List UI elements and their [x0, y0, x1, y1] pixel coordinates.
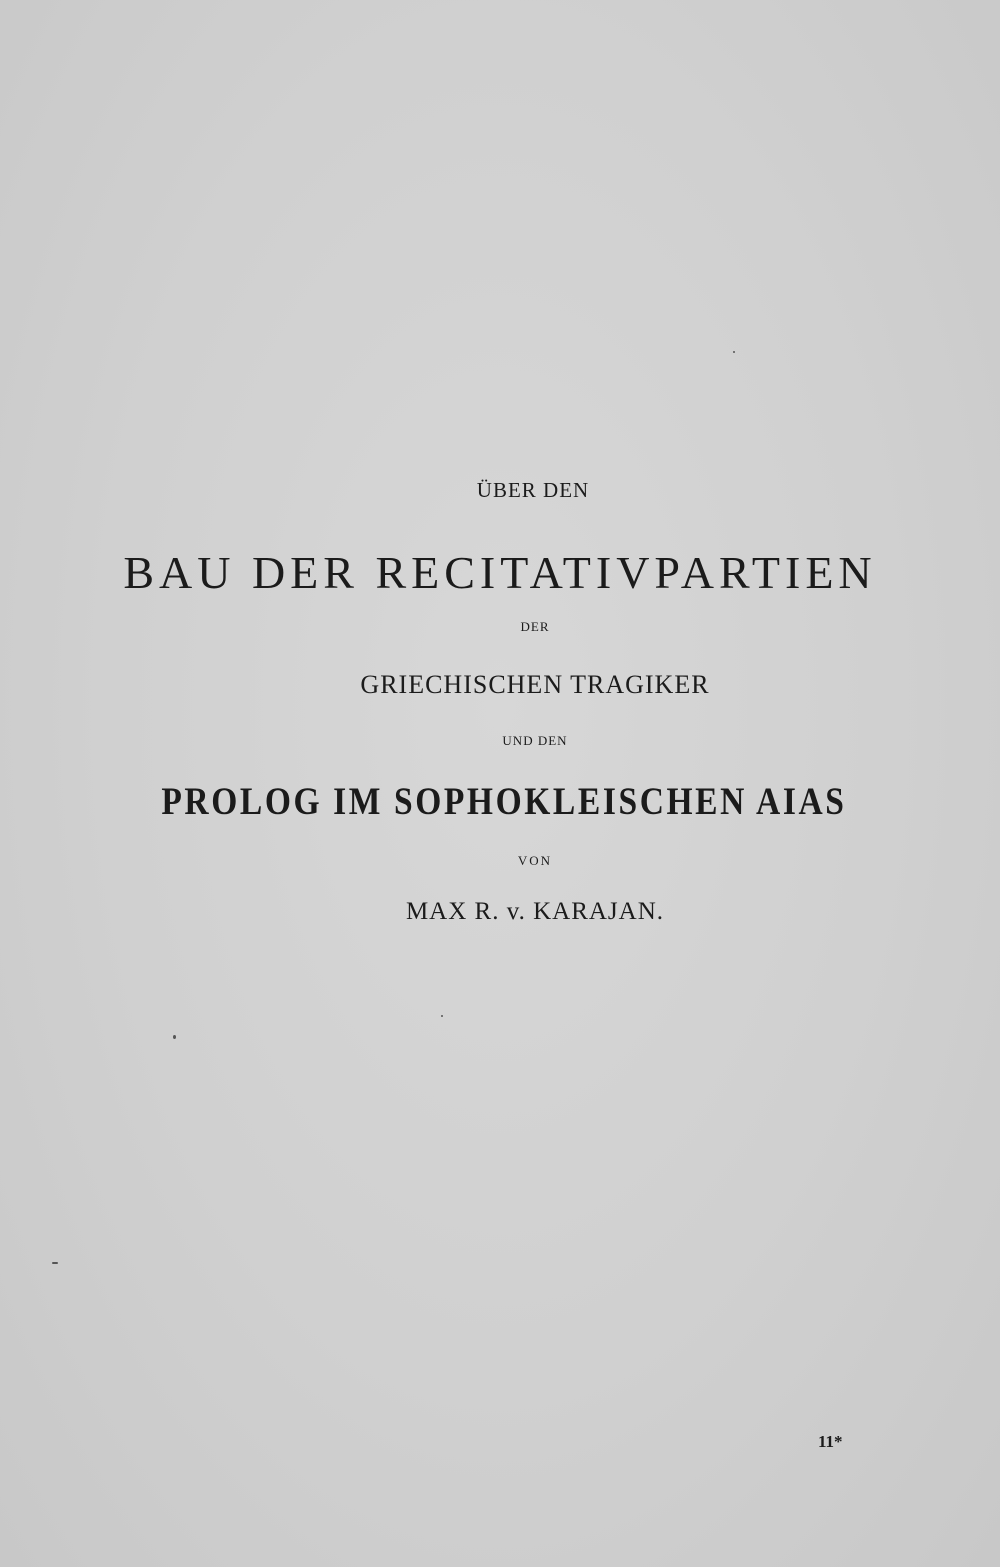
main-title: BAU DER RECITATIVPARTIEN	[123, 547, 877, 598]
page-number: 11*	[818, 1432, 843, 1451]
author-name: MAX R. v. KARAJAN.	[405, 898, 665, 925]
print-speck	[441, 1015, 443, 1017]
second-title: PROLOG IM SOPHOKLEISCHEN AIAS	[161, 780, 847, 823]
print-speck	[733, 351, 735, 353]
title-subtitle: GRIECHISCHEN TRAGIKER	[360, 670, 710, 699]
title-connector-von: VON	[517, 853, 553, 868]
title-connector-der: DER	[520, 619, 550, 634]
print-speck	[173, 1035, 176, 1039]
print-speck	[52, 1262, 58, 1264]
title-preface: ÜBER DEN	[476, 478, 590, 502]
title-connector-und-den: UND DEN	[502, 733, 568, 748]
